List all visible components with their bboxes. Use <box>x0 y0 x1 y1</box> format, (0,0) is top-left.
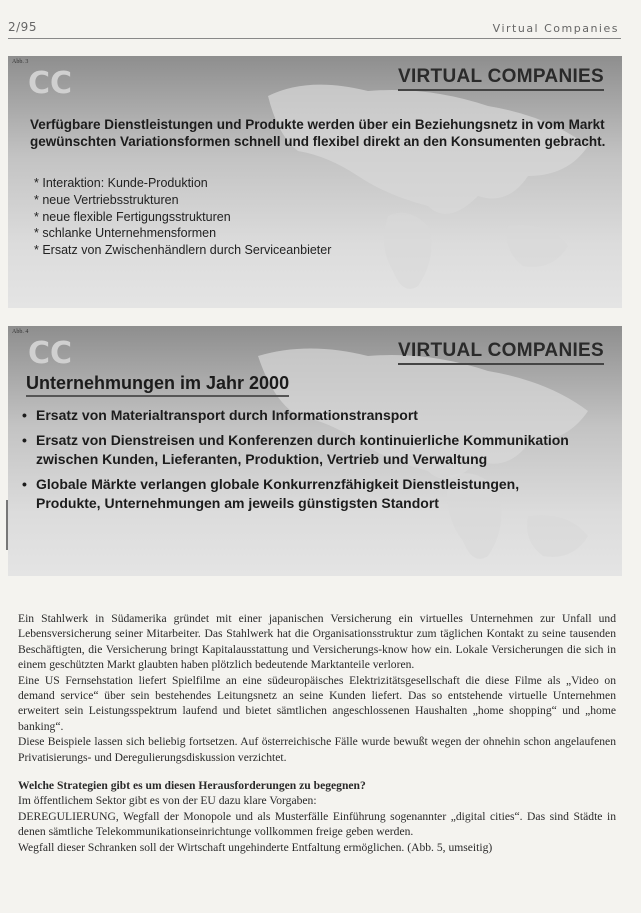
slide-lead-text: Verfügbare Dienstleistungen und Produkte werden über ein Beziehungsnetz in vom Markt gewünschten Variationsformen schnell und flexibel direkt an den Konsumenten gebracht. <box>30 117 606 149</box>
section-question: Welche Strategien gibt es um diesen Herausforderungen zu begegnen? <box>18 779 366 793</box>
paragraph: Im öffentlichem Sektor gibt es von der EU dazu klare Vorgaben: <box>18 794 317 808</box>
bullet-item: * neue Vertriebsstrukturen <box>34 192 331 209</box>
paragraph: Diese Beispiele lassen sich beliebig fortsetzen. Auf österreichische Fälle wurde bewußt wegen der ohnehin schon angelaufenen Privatisierungs- und Deregulierungsdiskussion verzichtet. <box>18 735 616 764</box>
slide-figure-4 <box>8 326 622 576</box>
cc-logo: CC <box>28 336 73 371</box>
bullet-item: * neue flexible Fertigungsstrukturen <box>34 209 331 226</box>
body-text <box>18 611 616 855</box>
paragraph: Eine US Fernsehstation liefert Spielfilme an eine südeuropäisches Elektrizitätsgesellschaft die diese Filme als „Video on demand service“ über sein bestehendes Leitungsnetz an seine Kunden liefert. Das so entstehende virtuelle Unternehmen erweitert sein Leistungsspektrum laufend und bietet sämtlichen angeschlossenen Haushalten „home shopping“ und „home banking“. <box>18 673 616 733</box>
slide-figure-3 <box>8 56 622 308</box>
bullet-item: * Interaktion: Kunde-Produktion <box>34 175 331 192</box>
slide-subtitle: Unternehmungen im Jahr 2000 <box>26 373 289 397</box>
figure-label: Abb. 3 <box>12 59 29 65</box>
bullet-item: • Globale Märkte verlangen globale Konkurrenzfähigkeit Dienstleistungen, Produkte, Unternehmungen am jeweils günstigsten Standort <box>22 475 582 513</box>
bullet-item: • Ersatz von Dienstreisen und Konferenzen durch kontinuierliche Kommunikation zwischen Kunden, Lieferanten, Produktion, Vertrieb und Verwaltung <box>22 431 582 469</box>
bullet-item: * schlanke Unternehmensformen <box>34 225 331 242</box>
bullet-item: • Ersatz von Materialtransport durch Informationstransport <box>22 406 582 425</box>
cc-logo: CC <box>28 66 73 101</box>
page-number: 2/95 <box>8 20 37 34</box>
slide-title: VIRTUAL COMPANIES <box>398 340 604 365</box>
figure-label: Abb. 4 <box>12 329 29 335</box>
header-rule <box>8 38 621 39</box>
running-title: Virtual Companies <box>492 22 619 35</box>
paragraph: DEREGULIERUNG, Wegfall der Monopole und als Musterfälle Einführung sogenannter „digital cities“. Das sind Städte in denen sämtliche Telekommunikationseinrichtunge vollkommen freige geben werden. <box>18 809 616 839</box>
paragraph: Ein Stahlwerk in Südamerika gründet mit einer japanischen Versicherung ein virtuelles Unternehmen zur Unfall und Lebensversicherung seiner Mitarbeiter. Das Stahlwerk hat die Organisationsstruktur zum täglichen Kontakt zu seine tausenden Beschäftigten, die Versicherung bringt Kapitalausstattung und Versicherungs-know how ein. Lokale Versicherungen die sich in einem geschützten Markt glaubten haben plötzlich bedeutende Marktanteile verloren. <box>18 612 616 672</box>
bullet-item: * Ersatz von Zwischenhändlern durch Serviceanbieter <box>34 242 331 259</box>
slide-bullet-list <box>22 406 582 519</box>
paragraph: Wegfall dieser Schranken soll der Wirtschaft ungehinderte Entfaltung ermöglichen. (Abb. 5, umseitig) <box>18 840 493 854</box>
scan-artifact <box>6 500 8 550</box>
slide-bullet-list <box>34 175 331 259</box>
slide-title: VIRTUAL COMPANIES <box>398 66 604 91</box>
